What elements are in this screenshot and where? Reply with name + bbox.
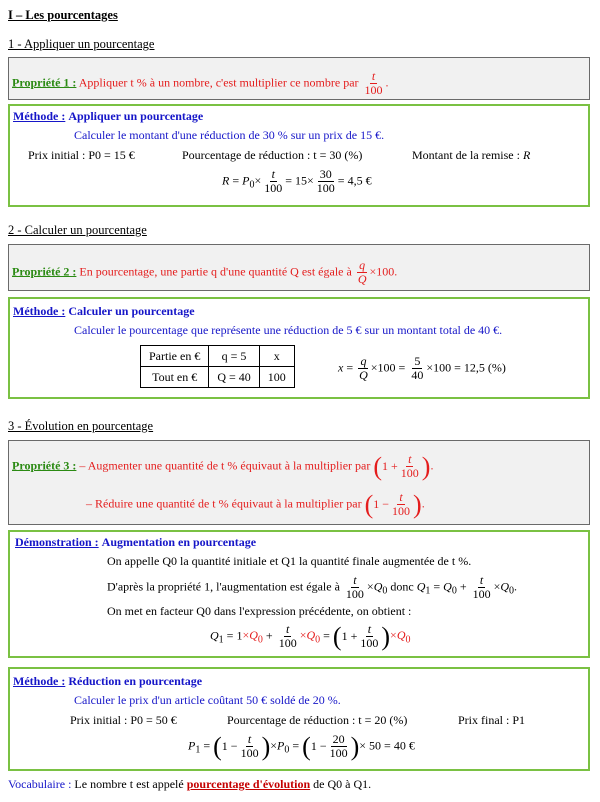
property-1-text: Appliquer t % à un nombre, c'est multiplier ce nombre par — [78, 75, 359, 90]
table-cell: Tout en € — [141, 367, 209, 388]
method-2-label: Méthode : — [13, 304, 66, 318]
method-2-intro: Calculer le pourcentage que représente une réduction de 5 € sur un montant total de 40 €. — [74, 323, 503, 337]
vocabulary-term: pourcentage d'évolution — [186, 777, 311, 791]
property-2-box: Propriété 2 : En pourcentage, une partie q d'une quantité Q est égale à $\frac{q}{Q}$ ×100. — [8, 244, 590, 291]
table-cell: 100 — [259, 367, 294, 388]
table-cell: Partie en € — [141, 346, 209, 367]
property-3-label: Propriété 3 : — [12, 458, 77, 473]
table-cell: Q = 40 — [209, 367, 259, 388]
page-title: I – Les pourcentages — [8, 8, 118, 22]
demonstration-line-2: D'après la propriété 1, l'augmentation est égale à $\frac{t}{100}$ $\times Q_0$ donc $Q_1 = Q_0$ + $\frac{t}{100}$ $\times Q_0$. — [107, 573, 518, 601]
property-3-line1: – Augmenter une quantité de t % équivaut à la multiplier par — [79, 458, 371, 473]
prix-initial-label: Prix initial : — [70, 713, 128, 727]
pourcentage-value: t = 30 (%) — [313, 148, 363, 162]
section-2-heading: 2 - Calculer un pourcentage — [8, 223, 147, 237]
section-1-heading: 1 - Appliquer un pourcentage — [8, 37, 155, 51]
proportion-table — [140, 345, 295, 388]
montant-value: R — [522, 148, 531, 162]
section-3-heading: 3 - Évolution en pourcentage — [8, 419, 154, 433]
pourcentage-label: Pourcentage de réduction : — [182, 148, 311, 162]
pourcentage-label: Pourcentage de réduction : — [227, 713, 356, 727]
method-3-formula: $P_1$ = ( 1 − $\frac{t}{100}$ ) $\times P_0$ = ( 1 − $\frac{20}{100}$ ) × 50 = 40 € — [188, 731, 415, 761]
method-3-result: × 50 = 40 € — [359, 738, 415, 753]
property-2-text: En pourcentage, une partie q d'une quantité Q est égale à — [79, 264, 352, 279]
prix-final-label: Prix final : — [458, 713, 510, 727]
property-1-label: Propriété 1 : — [12, 75, 77, 90]
method-3-intro: Calculer le prix d'un article coûtant 50 € soldé de 20 %. — [74, 693, 341, 707]
demonstration-box — [8, 530, 590, 658]
demonstration-formula: $Q_1 = 1\times Q_0$ + $\frac{t}{100}$ $\times Q_0$ = ( 1 + $\frac{t}{100}$ ) $\times Q_0$ — [210, 621, 411, 651]
method-1-formula: $R = P_0\times$ $\frac{t}{100}$ = 15× $\frac{30}{100}$ = 4,5 € — [222, 167, 372, 195]
demonstration-line-3: On met en facteur Q0 dans l'expression précédente, on obtient : — [107, 604, 412, 618]
method-2-formula: x = $\frac{q}{Q}$ ×100 = $\frac{5}{40}$ ×100 = 12,5 (%) — [338, 354, 506, 382]
method-3-title: Réduction en pourcentage — [68, 674, 203, 688]
method-2-box — [8, 297, 590, 399]
demonstration-line-1: On appelle Q0 la quantité initiale et Q1 la quantité finale augmentée de t %. — [107, 554, 472, 568]
property-2-label: Propriété 2 : — [12, 264, 77, 279]
prix-initial-label: Prix initial : — [28, 148, 86, 162]
method-1-result: = 4,5 € — [337, 173, 372, 188]
method-1-box — [8, 104, 590, 207]
property-1-box: Propriété 1 : Appliquer t % à un nombre, c'est multiplier ce nombre par $\frac{t}{100}$ . — [8, 57, 590, 100]
property-3-line2: – Réduire une quantité de t % équivaut à la multiplier par — [86, 496, 362, 511]
vocabulary-note: Vocabulaire : Le nombre t est appelé pourcentage d'évolution de Q0 à Q1. — [8, 777, 372, 791]
table-cell: x — [259, 346, 294, 367]
demonstration-label: Démonstration : — [15, 535, 99, 549]
table-cell: q = 5 — [209, 346, 259, 367]
vocabulary-label: Vocabulaire : — [8, 777, 72, 791]
method-2-title: Calculer un pourcentage — [68, 304, 195, 318]
method-1-label: Méthode : — [13, 109, 66, 123]
pourcentage-value: t = 20 (%) — [358, 713, 408, 727]
table-row — [141, 346, 295, 367]
prix-final-value: P1 — [512, 713, 526, 727]
method-3-label: Méthode : — [13, 674, 66, 688]
table-row — [141, 367, 295, 388]
prix-initial-value: P0 = 50 € — [130, 713, 177, 727]
prix-initial-value: P0 = 15 € — [88, 148, 135, 162]
demonstration-title: Augmentation en pourcentage — [101, 535, 257, 549]
method-1-intro: Calculer le montant d'une réduction de 30 % sur un prix de 15 €. — [74, 128, 385, 142]
montant-label: Montant de la remise : — [412, 148, 520, 162]
method-3-box — [8, 667, 590, 771]
method-2-result: = 12,5 (%) — [454, 360, 506, 375]
property-3-box: Propriété 3 : – Augmenter une quantité de t % équivaut à la multiplier par ( 1 + $\frac{t}{100}$ ) . – Réduire une quantité de t % équivaut à la multiplier par ( 1 − $\frac{t}{100}$ ) . — [8, 440, 590, 525]
method-1-title: Appliquer un pourcentage — [68, 109, 204, 123]
